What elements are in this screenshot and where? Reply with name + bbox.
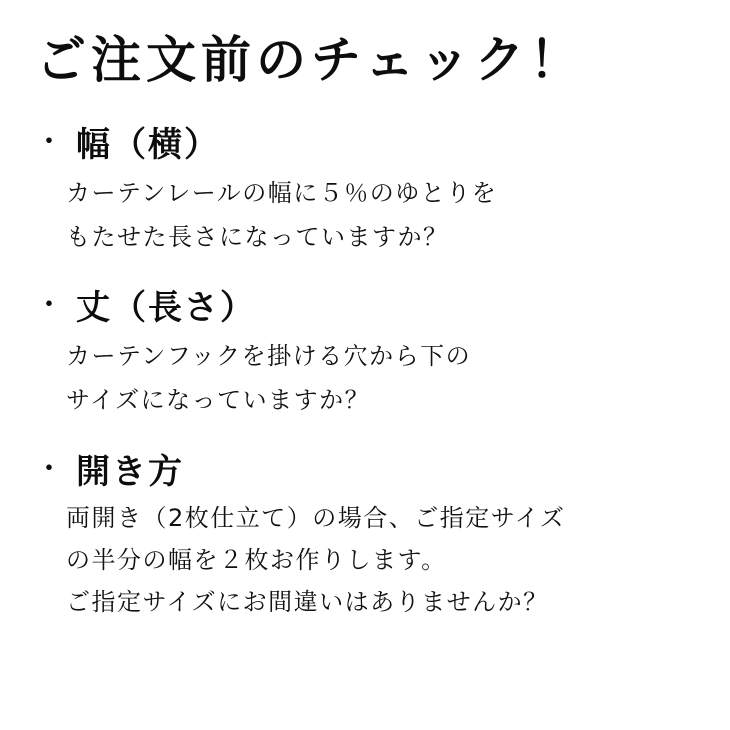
section-length-body xyxy=(66,334,702,423)
section-width-line-1: カーテンレールの幅に５％のゆとりを xyxy=(66,178,498,207)
section-opening-style-title: 開き方 xyxy=(76,451,184,492)
bullet-icon: ・ xyxy=(34,288,64,324)
bullet-icon: ・ xyxy=(34,125,64,160)
section-width-body xyxy=(66,171,702,260)
section-width xyxy=(34,124,702,259)
section-length-line-1: カーテンフックを掛ける穴から下の xyxy=(66,341,472,370)
section-width-header xyxy=(34,124,702,167)
section-length-title: 丈（長さ） xyxy=(76,288,256,329)
section-opening-style-line-1: 両開き（2枚仕立て）の場合、ご指定サイズ xyxy=(66,504,566,533)
section-opening-style-header xyxy=(34,451,702,494)
section-length-line-2: サイズになっていますか？ xyxy=(66,386,371,415)
section-opening-style-line-2: の半分の幅を２枚お作りします。 xyxy=(66,546,447,575)
page-title: ご注文前のチェック！ xyxy=(36,31,585,89)
section-opening-style xyxy=(34,451,702,624)
section-width-title: 幅（横） xyxy=(76,125,220,165)
section-length xyxy=(34,287,702,422)
section-width-line-2: もたせた長さになっていますか？ xyxy=(66,222,449,251)
section-length-header xyxy=(34,287,702,330)
section-opening-style-body xyxy=(66,497,702,623)
bullet-icon: ・ xyxy=(34,451,64,487)
section-opening-style-line-3: ご指定サイズにお間違いはありませんか？ xyxy=(66,588,549,617)
